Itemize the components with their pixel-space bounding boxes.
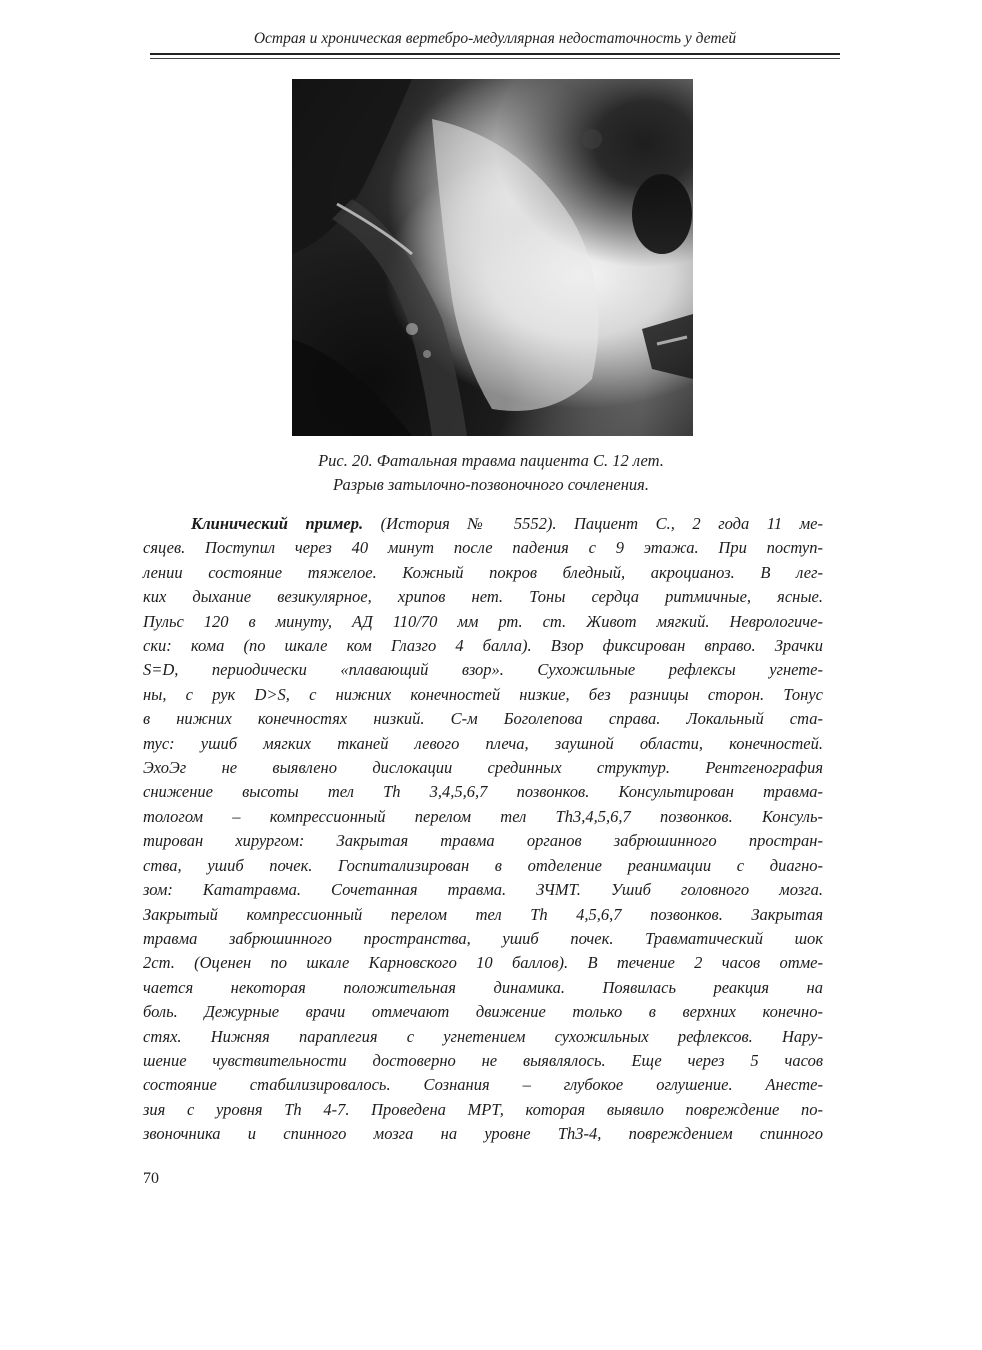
- body-line: снижение высоты тел Th 3,4,5,6,7 позвонков. Консультирован травма-: [143, 782, 823, 802]
- caption-line-2: Разрыв затылочно-позвоночного сочленения.: [333, 475, 649, 494]
- body-line: состояние стабилизировалось. Сознания – глубокое оглушение. Анесте-: [143, 1075, 823, 1095]
- body-line: лении состояние тяжелое. Кожный покров бледный, акроцианоз. В лег-: [143, 562, 823, 582]
- body-line: травма забрюшинного пространства, ушиб почек. Травматический шок: [143, 928, 823, 948]
- xray-image: [292, 79, 693, 436]
- body-line: чается некоторая положительная динамика. Появилась реакция на: [143, 977, 823, 997]
- xray-figure: [292, 79, 693, 436]
- body-line: тирован хирургом: Закрытая травма органов забрюшинного простран-: [143, 831, 823, 851]
- lead-bold: Клинический пример.: [191, 514, 364, 533]
- body-line: шение чувствительности достоверно не выявлялось. Еще через 5 часов: [143, 1050, 823, 1070]
- body-line: ких дыхание везикулярное, хрипов нет. Тоны сердца ритмичные, ясные.: [143, 587, 823, 607]
- body-line: стях. Нижняя параплегия с угнетением сухожильных рефлексов. Нару-: [143, 1026, 823, 1046]
- caption-line-1: Рис. 20. Фатальная травма пациента С. 12 лет.: [318, 451, 664, 470]
- body-line: Закрытый компрессионный перелом тел Th 4,5,6,7 позвонков. Закрытая: [143, 904, 823, 924]
- body-line: Пульс 120 в минуту, АД 110/70 мм рт. ст. Живот мягкий. Неврологиче-: [143, 611, 823, 631]
- body-line: ски: кома (по шкале ком Глазго 4 балла). Взор фиксирован вправо. Зрачки: [143, 636, 823, 656]
- header-rule-thin: [150, 58, 840, 59]
- page-number: 70: [143, 1170, 159, 1187]
- body-line: тологом – компрессионный перелом тел Th3,4,5,6,7 позвонков. Консуль-: [143, 806, 823, 826]
- header-rule-thick: [150, 53, 840, 55]
- body-line: звоночника и спинного мозга на уровне Th3-4, повреждением спинного: [143, 1124, 823, 1144]
- body-line: в нижних конечностях низкий. С-м Боголепова справа. Локальный ста-: [143, 709, 823, 729]
- body-line: зия с уровня Th 4-7. Проведена МРТ, которая выявило повреждение по-: [143, 1099, 823, 1119]
- body-line: зом: Кататравма. Сочетанная травма. ЗЧМТ. Ушиб головного мозга.: [143, 880, 823, 900]
- body-line: ства, ушиб почек. Госпитализирован в отделение реанимации с диагно-: [143, 855, 823, 875]
- body-line: S=D, периодически «плавающий взор». Сухожильные рефлексы угнете-: [143, 660, 823, 680]
- body-line: сяцев. Поступил через 40 минут после падения с 9 этажа. При поступ-: [143, 538, 823, 558]
- body-line: 2ст. (Оценен по шкале Карновского 10 баллов). В течение 2 часов отме-: [143, 953, 823, 973]
- body-line: тус: ушиб мягких тканей левого плеча, заушной области, конечностей.: [143, 733, 823, 753]
- body-line-1: Клинический пример. (История № 5552). Пациент С., 2 года 11 ме-: [191, 514, 823, 533]
- body-line: боль. Дежурные врачи отмечают движение только в верхних конечно-: [143, 1002, 823, 1022]
- figure-caption: [200, 449, 782, 497]
- running-head: Острая и хроническая вертебро-медуллярная недостаточность у детей: [253, 30, 737, 47]
- body-paragraph: [143, 512, 823, 1147]
- body-line: ЭхоЭг не выявлено дислокации срединных структур. Рентгенография: [143, 758, 823, 778]
- body-line: ны, с рук D>S, с нижних конечностей низкие, без разницы сторон. Тонус: [143, 684, 823, 704]
